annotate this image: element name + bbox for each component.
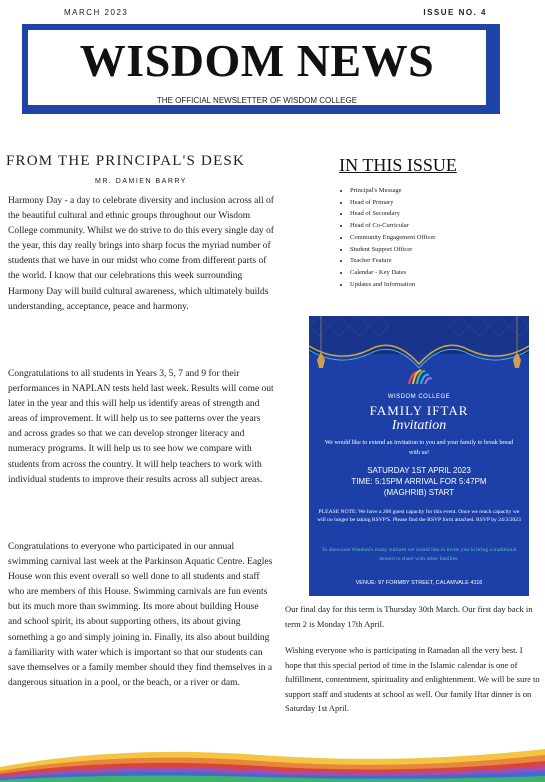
rainbow-wave-decoration <box>0 735 545 782</box>
contents-item: • Head of Primary <box>350 197 435 209</box>
contents-item: • Head of Secondary <box>350 208 435 220</box>
contents-item: • Updates and Information <box>350 279 435 291</box>
flyer-title: FAMILY IFTAR <box>369 403 469 418</box>
principal-paragraph-1: Harmony Day - a day to celebrate diversity and inclusion across all of the beautiful cultural and ethnic groups throughout our Wisdom College community. Whilst we do strive to do this every single day of the year, this day really brings into sharp focus the myriad number of students that we have in our midst who come from different parts of the world. I know that our celebrations this week surrounding Harmony Day will build cultural awareness, which ultimately builds understanding, acceptance, peace and harmony. <box>8 196 274 312</box>
principal-heading: FROM THE PRINCIPAL'S DESK <box>6 153 246 169</box>
flyer-showcase: To showcase Wisdom's many cultures we would like to invite you to bring a traditional dessert to share with other families. <box>321 547 517 562</box>
masthead <box>26 28 488 107</box>
flyer-venue: VENUE: 97 FORMBY STREET, CALAMVALE 4116 <box>355 580 483 586</box>
flyer-date: SATURDAY 1ST APRIL 2023 <box>367 466 471 475</box>
contents-title: IN THIS ISSUE <box>339 155 457 175</box>
flyer-time: TIME: 5:15PM ARRIVAL FOR 5:47PM <box>351 477 487 486</box>
flyer-arch-decoration <box>309 316 529 402</box>
contents-item: • Student Support Officer <box>350 244 435 256</box>
contents-list <box>340 185 435 290</box>
newsletter-subtitle: THE OFFICIAL NEWSLETTER OF WISDOM COLLEGE <box>156 96 358 105</box>
flyer-intro: We would like to extend an invitation to you and your family to break bread with us! <box>324 439 514 456</box>
contents-item: • Community Engagement Officer <box>350 232 435 244</box>
closing-paragraph-2: Wishing everyone who is participating in Ramadan all the very best. I hope that this special period of time in the Islamic calendar is one of fulfillment, contentment, spirituality and enlightenment. We will be sure to support staff and students at school as well. Our family Iftar dinner is on Saturday 1st April. <box>285 645 540 713</box>
topline <box>64 6 487 20</box>
iftar-flyer <box>309 316 529 596</box>
closing-paragraph-1: Our final day for this term is Thursday 30th March. Our first day back in term 2 is Monday 17th April. <box>285 604 533 629</box>
flyer-school: WISDOM COLLEGE <box>387 394 451 400</box>
flyer-note: PLEASE NOTE: We have a 200 guest capacity for this event. Once we reach capacity we will no longer be taking RSVP'S. Please find the RSVP form attached. RSVP by 24/3/2023 <box>317 509 521 523</box>
principal-paragraph-3: Congratulations to everyone who participated in our annual swimming carnival last week at the Parkinson Aquatic Centre. Eagles House won this event overall so well done to all students and staff who are members of this House. Swimming carnivals are fun events but its much more than swimming. Its more about building House and school spirit, its about supporting others, its about giving something a go and simply joining in. Finally, its also about building a familiarity with water which is important so that our students can save themselves or a family member should they find themselves in a dangerous situation in a pool, or the beach, or a river or dam. <box>8 542 273 688</box>
newsletter-title: WISDOM NEWS <box>79 35 435 86</box>
flyer-script: Invitation <box>391 418 447 433</box>
contents-item: • Principal's Message <box>350 185 435 197</box>
issue-number: ISSUE NO. 4 <box>423 8 487 17</box>
principal-paragraph-2: Congratulations to all students in Years 3, 5, 7 and 9 for their performances in NAPLAN tests held last week. Results will come out later in the year and this will help us identify areas of strength and areas of improvement. It will help us to see patterns over the years and across grades so that we can develop stronger literacy and numeracy programs. It will help us to see how we compare with students from across the country. It will help teachers to work with individual students to improve their results across all subject areas. <box>8 369 274 485</box>
contents-item: • Teacher Feature <box>350 255 435 267</box>
flyer-start: (MAGHRIB) START <box>383 488 455 497</box>
contents-item: • Calendar - Key Dates <box>350 267 435 279</box>
issue-date: MARCH 2023 <box>64 8 129 17</box>
contents-item: • Head of Co-Curricular <box>350 220 435 232</box>
principal-author: MR. DAMIEN BARRY <box>95 178 187 185</box>
